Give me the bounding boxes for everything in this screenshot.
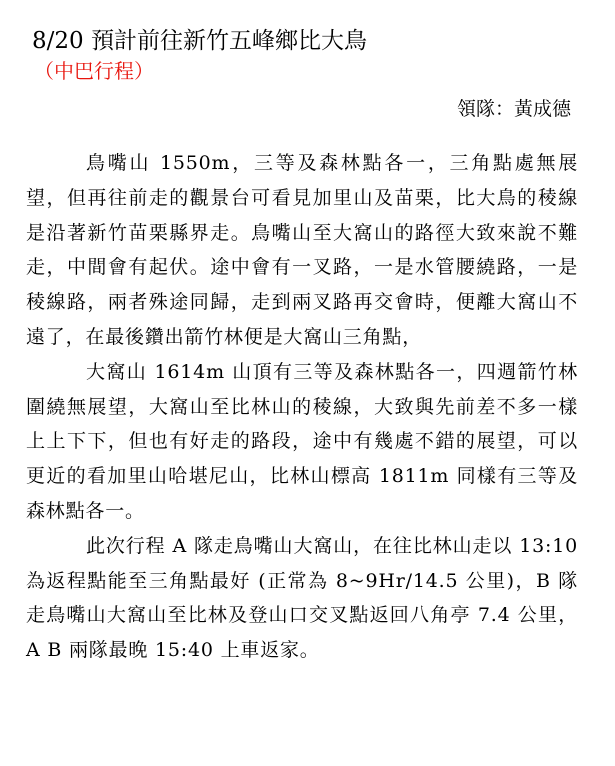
paragraph-dawo-mountain: 大窩山 1614m 山頂有三等及森林點各一，四週箭竹林圍繞無展望，大窩山至比林山的稜線，大致與先前差不多一樣上上下下，但也有好走的路段，途中有幾處不錯的展望，可以更近的看加里山哈堪尼山，比林山標高 1811m 同樣有三等及森林點各一。: [26, 360, 578, 522]
paragraph-itinerary: 此次行程 A 隊走鳥嘴山大窩山，在往比林山走以 13:10 為返程點能至三角點最好 (正常為 8~9Hr/14.5 公里)，B 隊走鳥嘴山大窩山至比林及登山口交叉點返回八角亭 7.4 公里，A B 兩隊最晚 15:40 上車返家。: [26, 534, 578, 662]
document-subtitle: （中巴行程）: [34, 59, 154, 83]
team-leader: 領隊：黃成德: [456, 98, 571, 120]
document-title: 8/20 預計前往新竹五峰鄉比大鳥: [32, 28, 367, 54]
paragraph-niaozui-mountain: 鳥嘴山 1550m，三等及森林點各一，三角點處無展望，但再往前走的觀景台可看見加里山及苗栗，比大鳥的稜線是沿著新竹苗栗縣界走。鳥嘴山至大窩山的路徑大致來說不難走，中間會有起伏。途中會有一叉路，一是水管腰繞路，一是稜線路，兩者殊途同歸，走到兩叉路再交會時，便離大窩山不遠了，在最後鑽出箭竹林便是大窩山三角點，: [26, 152, 578, 348]
document-body: [26, 146, 578, 668]
